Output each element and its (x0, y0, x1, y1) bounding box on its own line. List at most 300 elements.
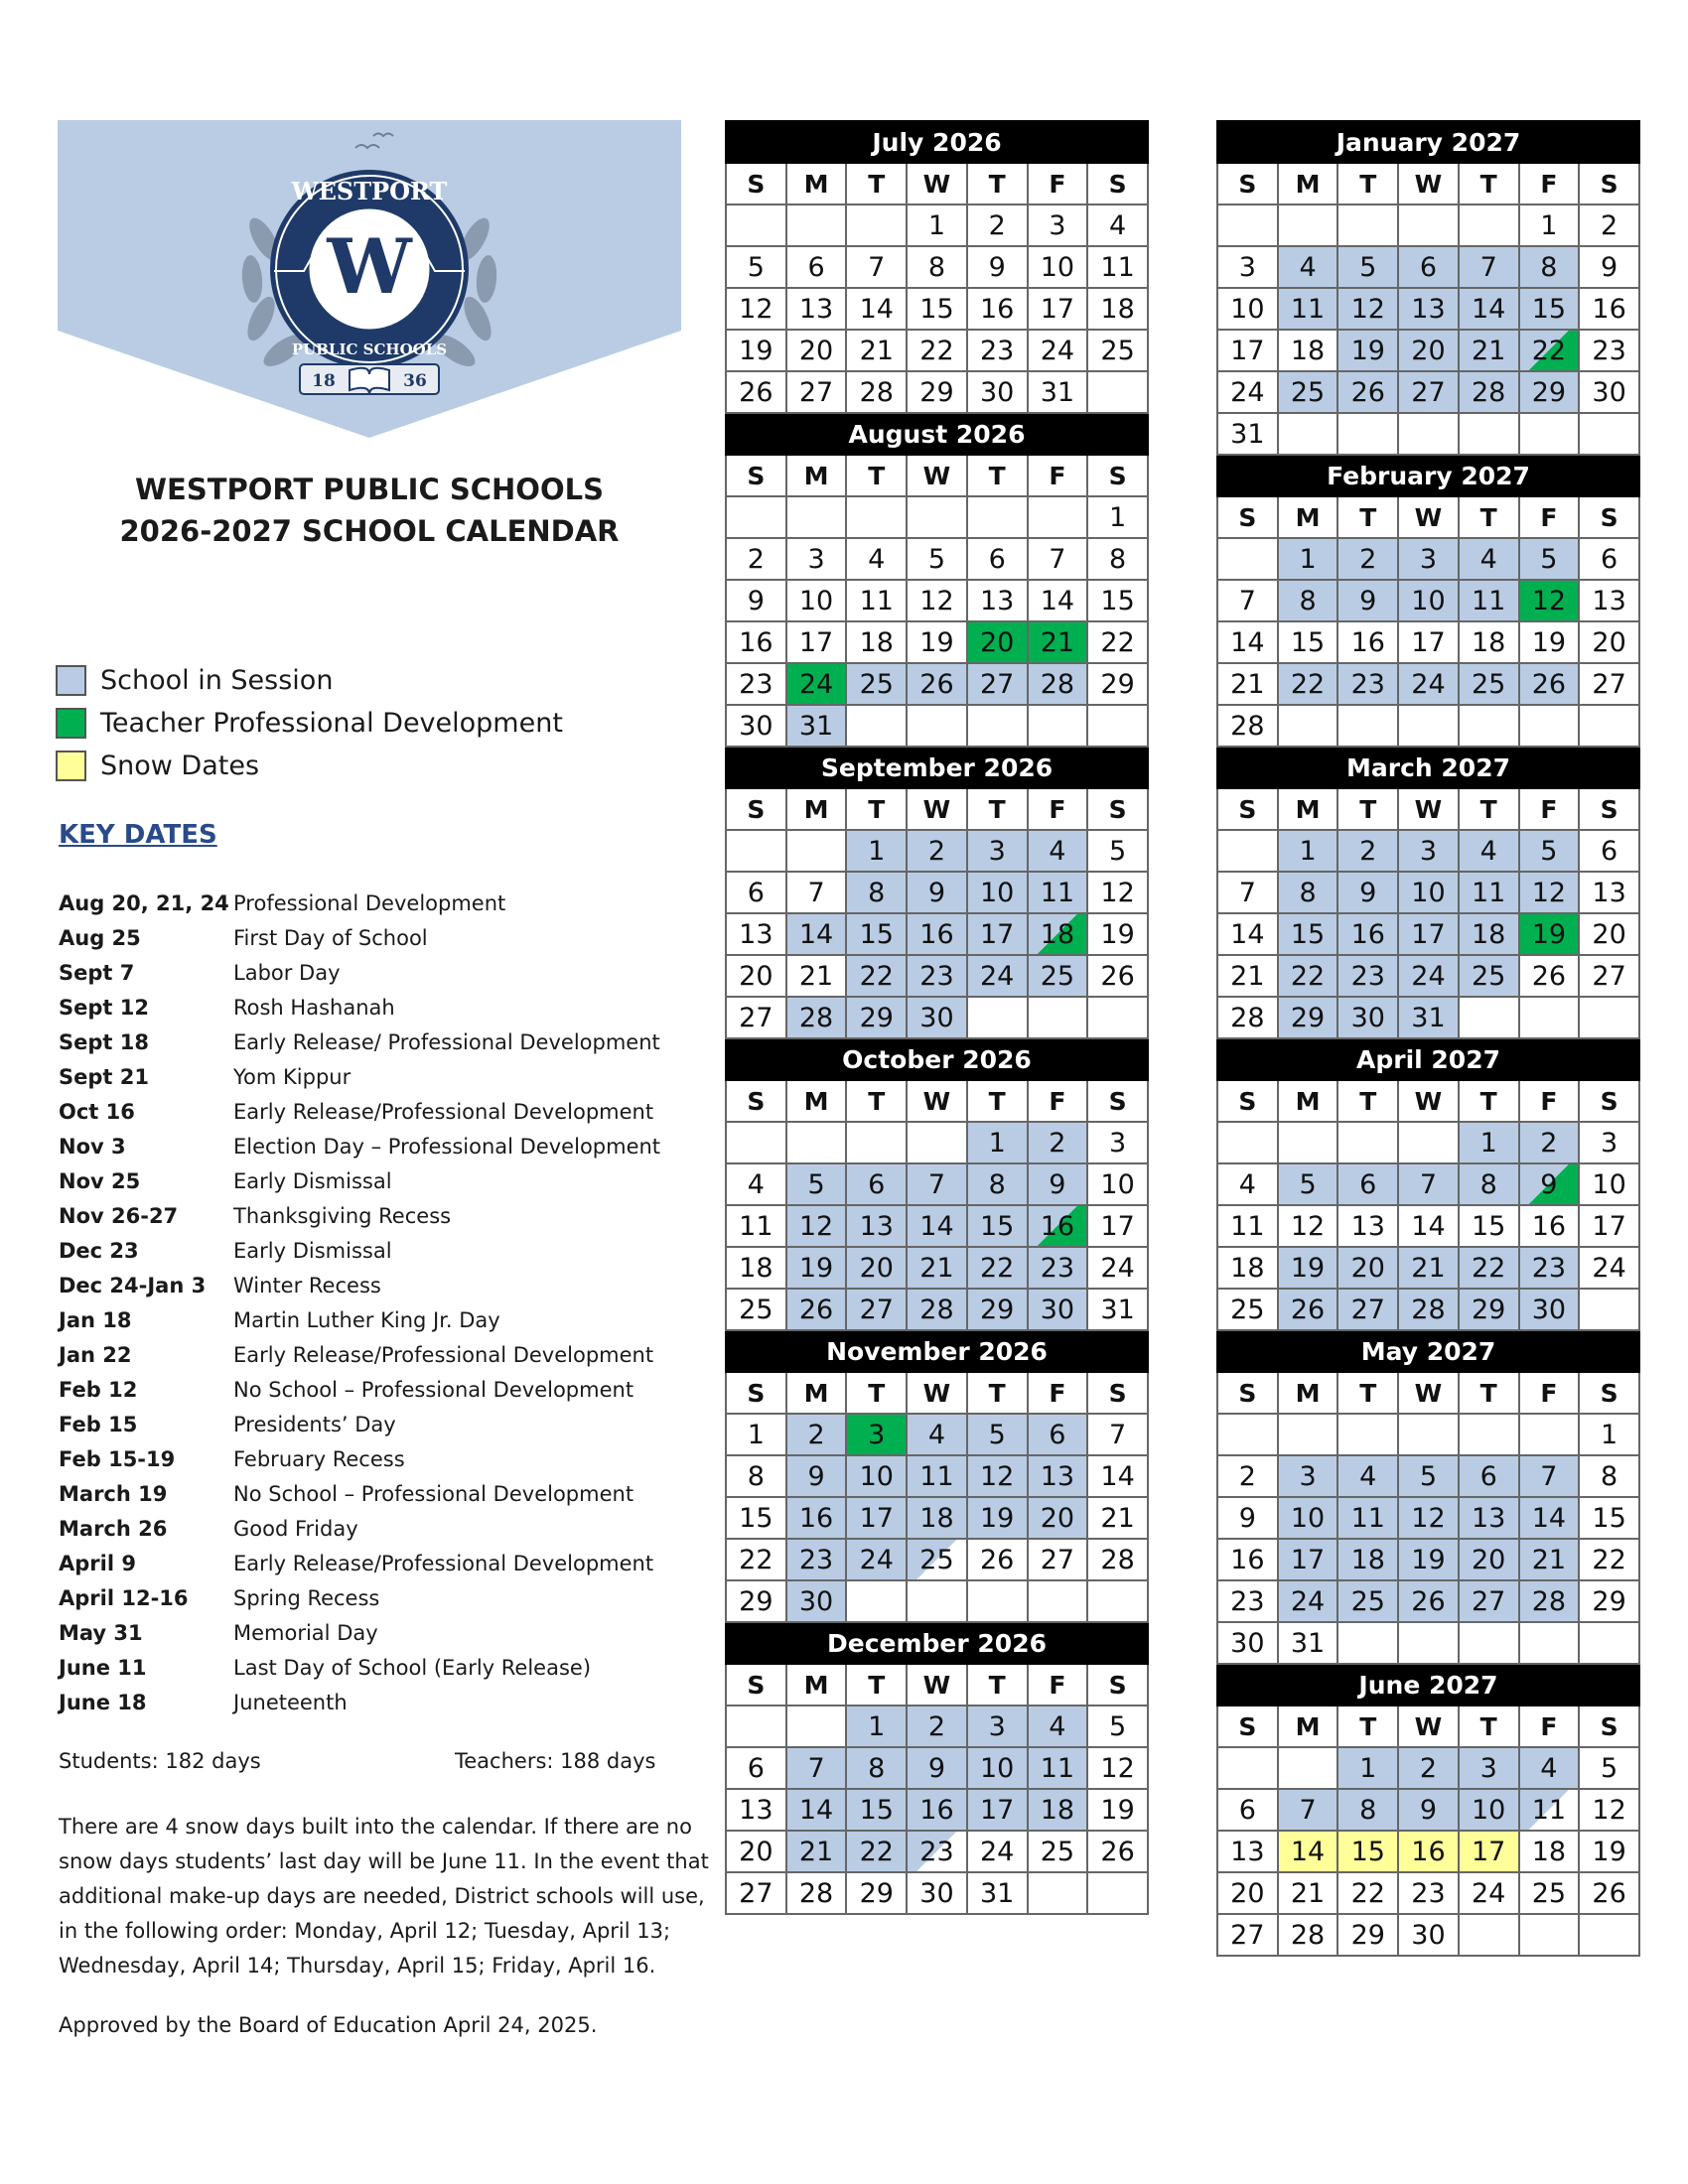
weekday-header (726, 1664, 1148, 1706)
month-title: May 2027 (1217, 1330, 1639, 1372)
calendar-day: 5 (1579, 1747, 1639, 1789)
calendar-day: 17 (1579, 1205, 1639, 1247)
month-header (726, 747, 1148, 788)
calendar-day: 23 (1398, 1872, 1459, 1914)
week-row (1217, 1414, 1639, 1455)
calendar-day: 30 (726, 705, 786, 747)
calendar-day: 23 (1337, 955, 1398, 997)
calendar-day: 9 (967, 246, 1028, 288)
weekday-label: T (846, 1080, 907, 1122)
calendar-empty-cell (786, 496, 847, 538)
calendar-day: 18 (1459, 913, 1519, 955)
weekday-label: T (1337, 1372, 1398, 1414)
weekday-label: T (846, 1664, 907, 1706)
week-row (1217, 1789, 1639, 1831)
calendar-empty-cell (1028, 496, 1088, 538)
key-date-description: Rosh Hashanah (233, 996, 395, 1020)
calendar-empty-cell (726, 1122, 786, 1163)
calendar-day: 27 (846, 1289, 907, 1330)
key-date-row (59, 1164, 660, 1199)
calendar-day: 20 (1217, 1872, 1278, 1914)
calendar-day: 12 (1398, 1497, 1459, 1539)
calendar-day: 26 (967, 1539, 1028, 1580)
calendar-day: 4 (1278, 246, 1338, 288)
legend-label: Teacher Professional Development (100, 708, 563, 739)
calendar-empty-cell (1459, 1414, 1519, 1455)
key-date-description: Election Day – Professional Development (233, 1135, 661, 1159)
calendar-day: 25 (1278, 371, 1338, 413)
calendar-column-left (725, 120, 1149, 1915)
calendar-day: 30 (786, 1580, 847, 1622)
calendar-day: 7 (786, 1747, 847, 1789)
calendar-day: 18 (846, 621, 907, 663)
week-row (1217, 830, 1639, 872)
calendar-empty-cell (1217, 538, 1278, 580)
weekday-label: W (1398, 1080, 1459, 1122)
key-date-row (59, 1234, 660, 1269)
week-row (726, 1289, 1148, 1330)
svg-text:36: 36 (403, 371, 427, 391)
calendar-day: 3 (1278, 1455, 1338, 1497)
calendar-empty-cell (1519, 1414, 1580, 1455)
weekday-label: T (967, 455, 1028, 496)
calendar-day: 28 (1217, 705, 1278, 747)
calendar-day: 20 (726, 1831, 786, 1872)
calendar-day: 21 (786, 1831, 847, 1872)
calendar-day: 17 (1398, 621, 1459, 663)
calendar-day: 25 (1519, 1872, 1580, 1914)
calendar-day: 24 (967, 955, 1028, 997)
calendar-day: 12 (1087, 1747, 1148, 1789)
calendar-day: 11 (1278, 288, 1338, 330)
calendar-day: 12 (1519, 872, 1580, 913)
calendar-day: 23 (1028, 1247, 1088, 1289)
calendar-day: 4 (1087, 205, 1148, 246)
calendar-day: 6 (726, 1747, 786, 1789)
week-row (726, 371, 1148, 413)
key-date-description: Labor Day (233, 961, 341, 985)
calendar-day: 16 (967, 288, 1028, 330)
calendar-day: 29 (846, 1872, 907, 1914)
weekday-label: S (726, 1664, 786, 1706)
week-row (1217, 1455, 1639, 1497)
weekday-label: F (1519, 1080, 1580, 1122)
calendar-day: 24 (1398, 663, 1459, 705)
key-date-row (59, 1095, 660, 1130)
calendar-day: 3 (786, 538, 847, 580)
calendar-day: 14 (907, 1205, 967, 1247)
calendar-day: 8 (846, 872, 907, 913)
key-date-row (59, 1130, 660, 1164)
calendar-day: 19 (1579, 1831, 1639, 1872)
calendar-empty-cell (1087, 705, 1148, 747)
calendar-day: 8 (1459, 1163, 1519, 1205)
calendar-day: 5 (1519, 538, 1580, 580)
calendar-day: 23 (1519, 1247, 1580, 1289)
calendar-empty-cell (1519, 1622, 1580, 1664)
calendar-day: 29 (1579, 1580, 1639, 1622)
calendar-empty-cell (1278, 1414, 1338, 1455)
calendar-day: 13 (1579, 580, 1639, 621)
week-row (1217, 246, 1639, 288)
calendar-day: 7 (907, 1163, 967, 1205)
calendar-day: 15 (1087, 580, 1148, 621)
week-row (726, 1497, 1148, 1539)
month-header (1217, 455, 1639, 496)
calendar-day: 16 (1217, 1539, 1278, 1580)
calendar-day: 2 (1028, 1122, 1088, 1163)
calendar-day: 27 (1579, 663, 1639, 705)
key-date-description: Early Release/Professional Development (233, 1343, 654, 1367)
month-title: June 2027 (1217, 1664, 1639, 1706)
calendar-day: 11 (1087, 246, 1148, 288)
calendar-empty-cell (1459, 1622, 1519, 1664)
month-header (726, 1622, 1148, 1664)
calendar-day: 9 (1217, 1497, 1278, 1539)
header-banner (58, 120, 681, 438)
calendar-empty-cell (907, 496, 967, 538)
calendar-column-right (1216, 120, 1640, 1957)
calendar-day: 25 (907, 1539, 967, 1580)
weekday-label: S (1579, 496, 1639, 538)
calendar-empty-cell (1278, 1122, 1338, 1163)
calendar-day: 27 (1028, 1539, 1088, 1580)
calendar-day: 30 (907, 997, 967, 1038)
calendar-table (725, 120, 1149, 1915)
calendar-empty-cell (1398, 1122, 1459, 1163)
calendar-day: 15 (846, 913, 907, 955)
calendar-day: 23 (1579, 330, 1639, 371)
calendar-day: 11 (846, 580, 907, 621)
calendar-empty-cell (1278, 705, 1338, 747)
key-date-description: No School – Professional Development (233, 1378, 634, 1402)
calendar-day: 2 (1337, 538, 1398, 580)
weekday-header (1217, 1372, 1639, 1414)
calendar-day: 13 (1028, 1455, 1088, 1497)
calendar-day: 5 (907, 538, 967, 580)
weekday-label: T (967, 1080, 1028, 1122)
calendar-day: 17 (1459, 1831, 1519, 1872)
key-date-row (59, 1373, 660, 1408)
calendar-day: 29 (1087, 663, 1148, 705)
calendar-day: 18 (1519, 1831, 1580, 1872)
key-date-description: Spring Recess (233, 1586, 380, 1610)
calendar-day: 10 (1087, 1163, 1148, 1205)
weekday-header (726, 455, 1148, 496)
calendar-empty-cell (1579, 997, 1639, 1038)
calendar-day: 2 (1337, 830, 1398, 872)
calendar-day: 25 (1337, 1580, 1398, 1622)
calendar-day: 19 (1087, 1789, 1148, 1831)
calendar-day: 13 (1337, 1205, 1398, 1247)
month-header (1217, 747, 1639, 788)
calendar-day: 3 (967, 1706, 1028, 1747)
calendar-day: 30 (1217, 1622, 1278, 1664)
weekday-label: S (1217, 1080, 1278, 1122)
week-row (1217, 621, 1639, 663)
weekday-label: T (1337, 496, 1398, 538)
calendar-day: 15 (1519, 288, 1580, 330)
calendar-day: 30 (1579, 371, 1639, 413)
calendar-day: 6 (1028, 1414, 1088, 1455)
week-row (726, 997, 1148, 1038)
weekday-label: F (1028, 788, 1088, 830)
key-date: May 31 (59, 1621, 143, 1645)
calendar-day: 4 (1337, 1455, 1398, 1497)
calendar-day: 10 (1579, 1163, 1639, 1205)
key-date-description: Good Friday (233, 1517, 358, 1541)
calendar-day: 26 (1337, 371, 1398, 413)
calendar-day: 14 (1217, 621, 1278, 663)
calendar-day: 13 (1459, 1497, 1519, 1539)
calendar-day: 14 (786, 1789, 847, 1831)
calendar-day: 8 (726, 1455, 786, 1497)
key-date-row (59, 1616, 660, 1651)
calendar-day: 25 (1087, 330, 1148, 371)
calendar-day: 24 (1398, 955, 1459, 997)
calendar-day: 17 (1398, 913, 1459, 955)
day-totals (59, 1749, 674, 1773)
calendar-day: 2 (786, 1414, 847, 1455)
calendar-day: 5 (1337, 246, 1398, 288)
calendar-day: 4 (1028, 1706, 1088, 1747)
calendar-day: 22 (846, 955, 907, 997)
calendar-day: 4 (1217, 1163, 1278, 1205)
title-line-2: 2026-2027 SCHOOL CALENDAR (119, 514, 620, 548)
calendar-empty-cell (967, 496, 1028, 538)
weekday-label: T (1337, 163, 1398, 205)
weekday-label: W (1398, 1372, 1459, 1414)
calendar-day: 10 (1398, 872, 1459, 913)
weekday-label: W (1398, 788, 1459, 830)
weekday-label: T (846, 1372, 907, 1414)
calendar-day: 9 (1337, 580, 1398, 621)
key-date-row (59, 1303, 660, 1338)
calendar-day: 12 (967, 1455, 1028, 1497)
calendar-day: 24 (1028, 330, 1088, 371)
week-row (726, 1247, 1148, 1289)
weekday-label: S (1217, 788, 1278, 830)
calendar-empty-cell (726, 496, 786, 538)
weekday-label: T (1459, 1706, 1519, 1747)
calendar-day: 30 (1519, 1289, 1580, 1330)
weekday-label: S (726, 1080, 786, 1122)
teachers-days: Teachers: 188 days (455, 1749, 656, 1773)
weekday-label: S (726, 163, 786, 205)
calendar-day: 12 (1278, 1205, 1338, 1247)
calendar-day: 15 (907, 288, 967, 330)
weekday-label: W (1398, 1706, 1459, 1747)
calendar-day: 19 (1398, 1539, 1459, 1580)
calendar-empty-cell (907, 1580, 967, 1622)
calendar-empty-cell (1087, 1872, 1148, 1914)
key-date-description: Martin Luther King Jr. Day (233, 1308, 500, 1332)
key-date: Sept 12 (59, 996, 149, 1020)
weekday-label: T (1337, 1706, 1398, 1747)
calendar-day: 17 (846, 1497, 907, 1539)
calendar-day: 26 (1579, 1872, 1639, 1914)
month-title: January 2027 (1217, 121, 1639, 163)
calendar-empty-cell (726, 830, 786, 872)
weekday-header (726, 163, 1148, 205)
calendar-day: 29 (1278, 997, 1338, 1038)
svg-text:PUBLIC SCHOOLS: PUBLIC SCHOOLS (291, 341, 448, 358)
calendar-day: 3 (1459, 1747, 1519, 1789)
key-date: April 9 (59, 1552, 136, 1575)
calendar-day: 16 (1337, 913, 1398, 955)
calendar-day: 1 (1519, 205, 1580, 246)
month-title: August 2026 (726, 413, 1148, 455)
calendar-empty-cell (726, 1706, 786, 1747)
calendar-day: 12 (1519, 580, 1580, 621)
week-row (726, 1163, 1148, 1205)
key-date: Sept 21 (59, 1065, 149, 1089)
month-title: July 2026 (726, 121, 1148, 163)
calendar-day: 13 (1579, 872, 1639, 913)
calendar-day: 14 (1278, 1831, 1338, 1872)
weekday-label: F (1028, 163, 1088, 205)
calendar-empty-cell (1459, 997, 1519, 1038)
month-title: November 2026 (726, 1330, 1148, 1372)
calendar-empty-cell (1337, 413, 1398, 455)
weekday-label: F (1519, 163, 1580, 205)
calendar-day: 6 (1337, 1163, 1398, 1205)
calendar-empty-cell (1217, 1414, 1278, 1455)
month-header (726, 1330, 1148, 1372)
calendar-day: 28 (1398, 1289, 1459, 1330)
week-row (726, 538, 1148, 580)
calendar-day: 9 (726, 580, 786, 621)
calendar-day: 19 (1087, 913, 1148, 955)
calendar-day: 5 (1087, 830, 1148, 872)
calendar-day: 26 (1398, 1580, 1459, 1622)
calendar-day: 13 (967, 580, 1028, 621)
week-row (1217, 371, 1639, 413)
calendar-day: 29 (1337, 1914, 1398, 1956)
calendar-day: 12 (1337, 288, 1398, 330)
calendar-empty-cell (1459, 705, 1519, 747)
key-dates-heading: KEY DATES (59, 820, 217, 850)
calendar-day: 21 (1087, 1497, 1148, 1539)
calendar-empty-cell (1087, 1580, 1148, 1622)
weekday-label: S (1579, 1706, 1639, 1747)
weekday-label: F (1028, 1664, 1088, 1706)
calendar-day: 29 (907, 371, 967, 413)
week-row (1217, 705, 1639, 747)
calendar-day: 13 (726, 913, 786, 955)
key-date-row (59, 1581, 660, 1616)
calendar-empty-cell (1028, 1580, 1088, 1622)
calendar-day: 28 (786, 1872, 847, 1914)
calendar-day: 19 (1519, 913, 1580, 955)
calendar-day: 5 (786, 1163, 847, 1205)
calendar-day: 21 (1459, 330, 1519, 371)
calendar-empty-cell (1579, 705, 1639, 747)
week-row (1217, 1539, 1639, 1580)
calendar-day: 14 (786, 913, 847, 955)
week-row (1217, 413, 1639, 455)
key-date-row (59, 887, 660, 921)
calendar-empty-cell (1398, 1622, 1459, 1664)
students-days: Students: 182 days (59, 1749, 261, 1773)
calendar-day: 23 (907, 955, 967, 997)
week-row (726, 1747, 1148, 1789)
calendar-day: 3 (1398, 830, 1459, 872)
calendar-day: 6 (1459, 1455, 1519, 1497)
week-row (726, 205, 1148, 246)
calendar-day: 21 (786, 955, 847, 997)
key-date-description: February Recess (233, 1447, 405, 1471)
calendar-day: 29 (1459, 1289, 1519, 1330)
calendar-day: 8 (1337, 1789, 1398, 1831)
week-row (1217, 538, 1639, 580)
calendar-day: 11 (1459, 580, 1519, 621)
approval-note: Approved by the Board of Education April 24, 2025. (59, 2013, 598, 2037)
week-row (726, 663, 1148, 705)
weekday-label: W (907, 1664, 967, 1706)
calendar-day: 20 (846, 1247, 907, 1289)
calendar-day: 17 (1028, 288, 1088, 330)
calendar-day: 23 (907, 1831, 967, 1872)
calendar-day: 17 (967, 913, 1028, 955)
key-date-description: Juneteenth (233, 1691, 348, 1714)
calendar-day: 19 (967, 1497, 1028, 1539)
weekday-label: S (1087, 163, 1148, 205)
calendar-day: 17 (1278, 1539, 1338, 1580)
key-date-row (59, 1408, 660, 1442)
calendar-empty-cell (1519, 997, 1580, 1038)
weekday-label: F (1028, 455, 1088, 496)
key-date: Dec 23 (59, 1239, 139, 1263)
calendar-day: 31 (1398, 997, 1459, 1038)
weekday-label: M (1278, 496, 1338, 538)
weekday-label: S (726, 1372, 786, 1414)
weekday-header (726, 1372, 1148, 1414)
calendar-day: 22 (1519, 330, 1580, 371)
calendar-day: 24 (846, 1539, 907, 1580)
month-header (1217, 1038, 1639, 1080)
weekday-label: M (786, 1372, 847, 1414)
calendar-day: 24 (967, 1831, 1028, 1872)
calendar-empty-cell (846, 205, 907, 246)
calendar-day: 28 (1217, 997, 1278, 1038)
calendar-empty-cell (1519, 705, 1580, 747)
weekday-label: S (1217, 1372, 1278, 1414)
week-row (1217, 872, 1639, 913)
calendar-day: 16 (1579, 288, 1639, 330)
weekday-label: T (1459, 1080, 1519, 1122)
calendar-day: 14 (1217, 913, 1278, 955)
week-row (1217, 1747, 1639, 1789)
month-title: October 2026 (726, 1038, 1148, 1080)
calendar-day: 19 (786, 1247, 847, 1289)
calendar-day: 5 (1398, 1455, 1459, 1497)
weekday-label: W (907, 1080, 967, 1122)
calendar-empty-cell (1337, 1414, 1398, 1455)
calendar-empty-cell (1217, 1747, 1278, 1789)
key-date-row (59, 1442, 660, 1477)
week-row (726, 621, 1148, 663)
calendar-day: 20 (1579, 913, 1639, 955)
calendar-day: 4 (1459, 830, 1519, 872)
week-row (726, 1539, 1148, 1580)
calendar-day: 11 (907, 1455, 967, 1497)
week-row (1217, 1289, 1639, 1330)
legend-swatch-snow (56, 751, 86, 781)
calendar-day: 9 (1398, 1789, 1459, 1831)
calendar-day: 13 (1398, 288, 1459, 330)
calendar-day: 12 (907, 580, 967, 621)
